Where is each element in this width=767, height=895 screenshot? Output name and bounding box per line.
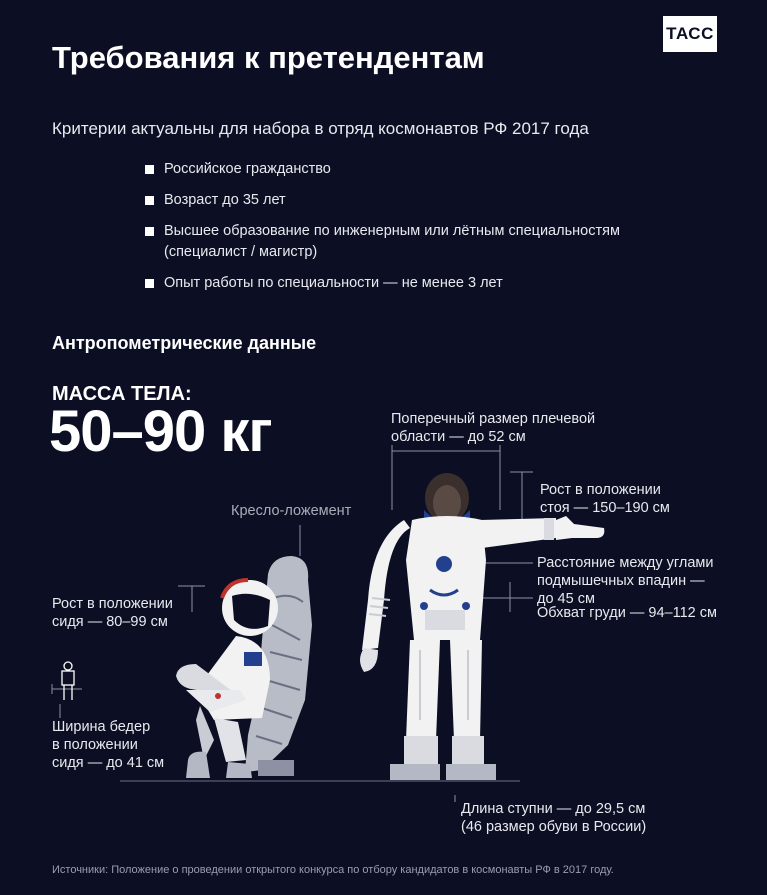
criteria-intro: Критерии актуальны для набора в отряд космонавтов РФ 2017 года [52,119,589,138]
shoulder-width-note [391,410,595,446]
note-line: подмышечных впадин — [537,573,705,589]
page-title: Требования к претендентам [52,40,485,75]
note-line: стоя — 150–190 см [540,500,670,516]
note-line: Длина ступни — до 29,5 см [461,801,646,817]
note-line: Поперечный размер плечевой [391,411,596,427]
note-line: Расстояние между углами [537,555,714,571]
note-line: Кресло-ложемент [231,503,352,519]
note-line: области — до 52 см [391,429,526,445]
note-line: Ширина бедер [52,719,151,735]
note-line: Обхват груди — 94–112 см [537,605,717,621]
note-line: Рост в положении [540,482,661,498]
foot-length-note [461,800,646,836]
note-line: сидя — 80–99 см [52,614,168,630]
criteria-line: Российское гражданство [164,161,331,177]
criteria-line: Высшее образование по инженерным или лётным специальностям [164,223,620,239]
height-sitting-note [52,595,173,631]
height-standing-note [540,481,670,517]
criteria-line: Возраст до 35 лет [164,192,286,208]
criteria-line: Опыт работы по специальности — не менее 3 лет [164,275,503,291]
tass-logo: ТАСС [663,16,717,52]
note-line: до 45 см [537,591,595,607]
body-mass-value: 50–90 кг [49,399,272,464]
criteria-line: (специалист / магистр) [164,244,318,260]
armpit-distance-note [537,554,713,608]
hip-width-note [52,718,164,772]
note-line: Рост в положении [52,596,173,612]
note-line: (46 размер обуви в России) [461,819,647,835]
note-line: в положении [52,737,138,753]
body-mass-label: МАССА ТЕЛА: [52,383,192,405]
standing-cosmonaut [360,473,604,780]
seat-label [231,502,351,520]
hip-pictogram-icon [62,662,74,700]
chest-girth-note [537,604,717,622]
anthropometry-heading: Антропометрические данные [52,333,317,353]
note-line: сидя — до 41 см [52,755,165,771]
source-footnote: Источники: Положение о проведении открытого конкурса по отбору кандидатов в космонавты РФ в 2017 году. [52,864,614,876]
